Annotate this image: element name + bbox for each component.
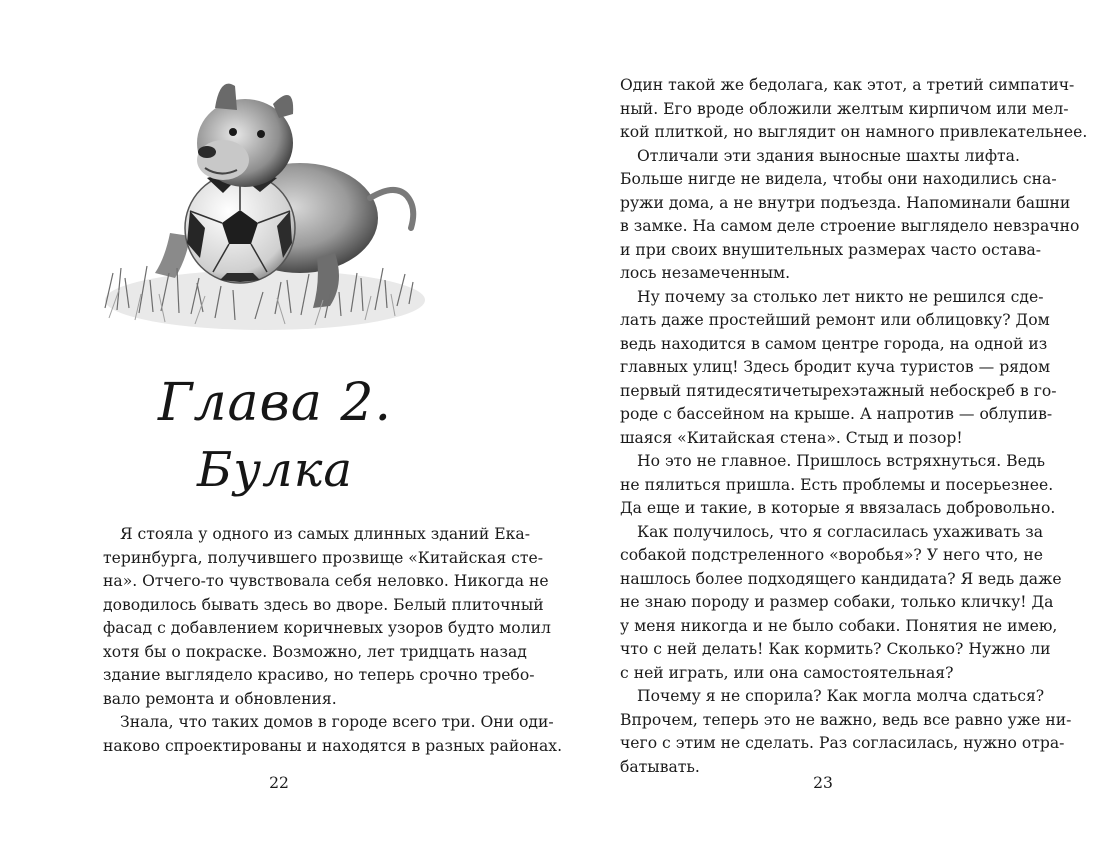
text-line: не пялиться пришла. Есть проблемы и посерьезнее. xyxy=(620,475,1054,494)
chapter-title-number: Глава 2. xyxy=(158,373,392,433)
text-line: чего с этим не сделать. Раз согласилась, нужно отра- xyxy=(620,734,1065,752)
text-line: ружи дома, а не внутри подъезда. Напоминали башни xyxy=(620,193,1071,212)
text-line: Впрочем, теперь это не важно, ведь все равно уже ни- xyxy=(620,710,1072,729)
text-line: кой плиткой, но выглядит он намного привлекательнее. xyxy=(620,123,1088,141)
text-line: теринбурга, получившего прозвище «Китайская сте- xyxy=(103,548,544,567)
text-line: Я стояла у одного из самых длинных зданий Ека- xyxy=(120,525,530,543)
text-line: Один такой же бедолага, как этот, а третий симпатич- xyxy=(620,76,1075,94)
text-line: Но это не главное. Пришлось встряхнуться. Ведь xyxy=(637,452,1045,470)
text-line: Отличали эти здания выносные шахты лифта. xyxy=(637,146,1020,165)
text-line: главных улиц! Здесь бродит куча туристов — рядом xyxy=(620,358,1051,376)
text-line: ведь находится в самом центре города, на одной из xyxy=(620,334,1048,353)
text-line: фасад с добавлением коричневых узоров будто молил xyxy=(103,619,551,637)
text-line: вало ремонта и обновления. xyxy=(103,689,337,708)
right-page-text xyxy=(620,74,1088,779)
text-line: что с ней делать! Как кормить? Сколько? Нужно ли xyxy=(620,640,1051,658)
text-line: Да еще и такие, в которые я ввязалась добровольно. xyxy=(620,499,1056,517)
text-line: Ну почему за столько лет никто не решился сде- xyxy=(637,287,1044,306)
chapter-title-name: Булка xyxy=(197,442,353,498)
text-line: на». Отчего-то чувствовала себя неловко. Никогда не xyxy=(103,572,549,590)
text-line: и при своих внушительных размерах часто оставa- xyxy=(620,240,1042,259)
text-line: лось незамеченным. xyxy=(620,264,791,282)
text-line: доводилось бывать здесь во дворе. Белый плиточный xyxy=(103,595,544,614)
text-line: лать даже простейший ремонт или облицовку? Дом xyxy=(620,311,1050,329)
text-line: не знаю породу и размер собаки, только кличку! Да xyxy=(620,593,1054,611)
text-line: ный. Его вроде обложили желтым кирпичом или мел- xyxy=(620,99,1069,118)
text-line: роде с бассейном на крыше. А напротив — облупив- xyxy=(620,405,1053,423)
left-page-text xyxy=(103,523,563,758)
text-line: Почему я не спорила? Как могла молча сдаться? xyxy=(637,687,1045,705)
page-number-right: 23 xyxy=(813,774,833,792)
text-line: Знала, что таких домов в городе всего три. Они оди- xyxy=(120,713,554,731)
text-line: здание выглядело красиво, но теперь срочно требо- xyxy=(103,666,535,684)
text-line: хотя бы о покраске. Возможно, лет тридцать назад xyxy=(103,642,527,661)
page-number-left: 22 xyxy=(269,774,289,792)
text-line: собакой подстреленного «воробья»? У него что, не xyxy=(620,546,1043,564)
text-line: с ней играть, или она самостоятельная? xyxy=(620,663,954,682)
text-line: первый пятидесятичетырехэтажный небоскреб в го- xyxy=(620,381,1057,400)
right-page xyxy=(550,0,1100,845)
text-line: у меня никогда и не было собаки. Понятия не имею, xyxy=(620,616,1058,635)
text-line: в замке. На самом деле строение выглядело невзрачно xyxy=(620,217,1080,235)
text-line: батывать. xyxy=(620,757,700,776)
text-line: наково спроектированы и находятся в разных районах. xyxy=(103,736,563,755)
dog-with-ball-illustration xyxy=(95,68,425,348)
text-line: Больше нигде не видела, чтобы они находились сна- xyxy=(620,170,1057,188)
text-line: нашлось более подходящего кандидата? Я ведь даже xyxy=(620,569,1062,588)
text-line: Как получилось, что я согласилась ухаживать за xyxy=(637,522,1044,541)
text-line: шаяся «Китайская стена». Стыд и позор! xyxy=(620,428,963,447)
